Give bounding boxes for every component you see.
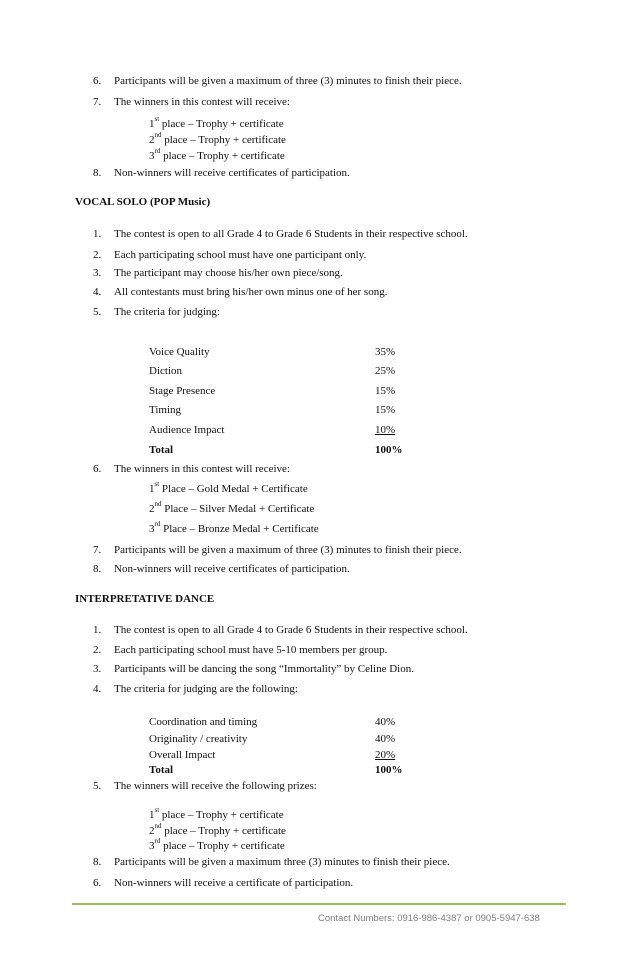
item-number: 1.: [93, 228, 102, 240]
prize-line: 1st Place – Gold Medal + Certificate: [149, 480, 308, 495]
item-number: 5.: [93, 306, 102, 318]
prize-line: 2nd Place – Silver Medal + Certificate: [149, 500, 315, 515]
criteria-name: Stage Presence: [149, 385, 216, 397]
prize-line: 2nd place – Trophy + certificate: [149, 131, 286, 146]
footer-divider: [72, 903, 566, 905]
prize-line: 3rd place – Trophy + certificate: [149, 837, 285, 852]
criteria-name: Voice Quality: [149, 346, 210, 358]
item-number: 7.: [93, 544, 102, 556]
item-number: 7.: [93, 96, 102, 108]
item-number: 6.: [93, 75, 102, 87]
item-text: Each participating school must have one participant only.: [114, 249, 367, 261]
section-heading: VOCAL SOLO (POP Music): [75, 196, 211, 208]
item-number: 6.: [93, 463, 102, 475]
criteria-name: Overall Impact: [149, 749, 216, 761]
criteria-total-label: Total: [149, 444, 174, 456]
prize-line: 1st place – Trophy + certificate: [149, 806, 284, 821]
item-text: Each participating school must have 5-10 members per group.: [114, 644, 388, 656]
criteria-name: Timing: [149, 404, 182, 416]
item-number: 8.: [93, 167, 102, 179]
item-text: The winners in this contest will receive:: [114, 96, 290, 108]
item-number: 3.: [93, 663, 102, 675]
item-text: The criteria for judging:: [114, 306, 220, 318]
item-number: 1.: [93, 624, 102, 636]
item-text: The winners in this contest will receive:: [114, 463, 290, 475]
criteria-percent: 35%: [375, 346, 396, 358]
item-text: Participants will be dancing the song “Immortality” by Celine Dion.: [114, 663, 414, 675]
criteria-percent: 25%: [375, 365, 396, 377]
criteria-total-percent: 100%: [375, 444, 403, 456]
criteria-total-label: Total: [149, 764, 174, 776]
prize-line: 3rd Place – Bronze Medal + Certificate: [149, 520, 319, 535]
prize-line: 2nd place – Trophy + certificate: [149, 822, 286, 837]
item-number: 4.: [93, 683, 102, 695]
criteria-name: Audience Impact: [149, 424, 225, 436]
criteria-name: Originality / creativity: [149, 733, 248, 745]
item-text: Participants will be given a maximum of three (3) minutes to finish their piece.: [114, 75, 462, 87]
section-heading: INTERPRETATIVE DANCE: [75, 593, 215, 605]
criteria-percent: 40%: [375, 733, 396, 745]
item-text: The contest is open to all Grade 4 to Grade 6 Students in their respective school.: [114, 228, 468, 240]
footer-contact: Contact Numbers: 0916-986-4387 or 0905-5947-638: [318, 913, 540, 924]
item-text: Participants will be given a maximum three (3) minutes to finish their piece.: [114, 856, 450, 868]
item-number: 8.: [93, 856, 102, 868]
criteria-percent: 10%: [375, 424, 396, 436]
criteria-percent: 15%: [375, 385, 396, 397]
criteria-percent: 20%: [375, 749, 396, 761]
item-text: The criteria for judging are the following:: [114, 683, 298, 695]
item-text: Non-winners will receive a certificate of participation.: [114, 877, 354, 889]
item-text: The participant may choose his/her own piece/song.: [114, 267, 343, 279]
item-text: Non-winners will receive certificates of participation.: [114, 563, 350, 575]
criteria-total-percent: 100%: [375, 764, 403, 776]
item-text: Participants will be given a maximum of three (3) minutes to finish their piece.: [114, 544, 462, 556]
item-number: 2.: [93, 249, 102, 261]
item-number: 5.: [93, 780, 102, 792]
criteria-name: Diction: [149, 365, 182, 377]
item-number: 4.: [93, 286, 102, 298]
criteria-percent: 40%: [375, 716, 396, 728]
item-text: The contest is open to all Grade 4 to Grade 6 Students in their respective school.: [114, 624, 468, 636]
criteria-name: Coordination and timing: [149, 716, 258, 728]
item-text: All contestants must bring his/her own minus one of her song.: [114, 286, 388, 298]
item-number: 3.: [93, 267, 102, 279]
item-number: 6.: [93, 877, 102, 889]
item-text: Non-winners will receive certificates of participation.: [114, 167, 350, 179]
item-number: 8.: [93, 563, 102, 575]
criteria-percent: 15%: [375, 404, 396, 416]
prize-line: 1st place – Trophy + certificate: [149, 115, 284, 130]
item-text: The winners will receive the following prizes:: [114, 780, 317, 792]
prize-line: 3rd place – Trophy + certificate: [149, 147, 285, 162]
item-number: 2.: [93, 644, 102, 656]
